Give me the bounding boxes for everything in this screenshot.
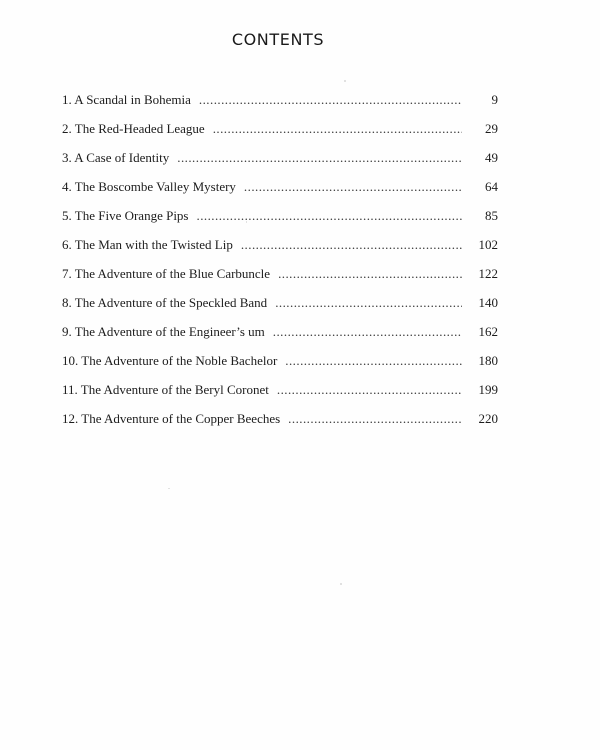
toc-entry	[62, 119, 498, 148]
toc-entry	[62, 148, 498, 177]
dot-leader	[244, 177, 462, 197]
toc-entry-title: 6. The Man with the Twisted Lip	[62, 237, 233, 252]
dot-leader	[241, 235, 462, 255]
dot-leader	[177, 148, 462, 168]
toc-entry-title: 12. The Adventure of the Copper Beeches	[62, 411, 281, 426]
dot-leader	[199, 90, 462, 110]
table-of-contents	[62, 90, 498, 438]
toc-entry	[62, 264, 498, 293]
toc-entry-page: 29	[485, 121, 498, 136]
toc-entry-title: 5. The Five Orange Pips	[62, 208, 189, 223]
dot-leader	[288, 409, 462, 429]
toc-entry-title: 11. The Adventure of the Beryl Coronet	[62, 382, 269, 397]
toc-entry	[62, 409, 498, 438]
toc-entry-title: 4. The Boscombe Valley Mystery	[62, 179, 236, 194]
paper-speck	[168, 488, 170, 489]
toc-entry-page: 64	[485, 179, 498, 194]
toc-entry-title: 3. A Case of Identity	[62, 150, 170, 165]
toc-entry-title: 8. The Adventure of the Speckled Band	[62, 295, 268, 310]
dot-leader	[275, 293, 462, 313]
toc-entry-page: 85	[485, 208, 498, 223]
paper-speck	[340, 583, 342, 585]
paper-speck	[344, 80, 346, 82]
toc-entry-page: 180	[478, 353, 498, 368]
toc-entry	[62, 177, 498, 206]
toc-entry-page: 49	[485, 150, 498, 165]
toc-entry-page: 102	[478, 237, 498, 252]
dot-leader	[213, 119, 462, 139]
toc-entry-page: 220	[478, 411, 498, 426]
toc-entry-page: 162	[478, 324, 498, 339]
toc-entry-page: 122	[478, 266, 498, 281]
dot-leader	[278, 264, 462, 284]
toc-entry-title: 1. A Scandal in Bohemia	[62, 92, 191, 107]
dot-leader	[277, 380, 462, 400]
toc-entry-page: 9	[491, 92, 498, 107]
toc-entry-title: 2. The Red-Headed League	[62, 121, 205, 136]
dot-leader	[273, 322, 462, 342]
toc-entry-page: 199	[478, 382, 498, 397]
dot-leader	[197, 206, 463, 226]
paper-speck	[246, 221, 247, 223]
toc-entry	[62, 206, 498, 235]
toc-entry-page: 140	[478, 295, 498, 310]
toc-entry-title: 7. The Adventure of the Blue Carbuncle	[62, 266, 271, 281]
toc-entry-title: 9. The Adventure of the Engineer’s um	[62, 324, 265, 339]
toc-entry-title: 10. The Adventure of the Noble Bachelor	[62, 353, 278, 368]
toc-entry	[62, 90, 498, 119]
page-title: CONTENTS	[231, 30, 325, 49]
toc-entry	[62, 235, 498, 264]
toc-entry	[62, 293, 498, 322]
toc-entry	[62, 351, 498, 380]
dot-leader	[285, 351, 462, 371]
toc-entry	[62, 380, 498, 409]
toc-entry	[62, 322, 498, 351]
